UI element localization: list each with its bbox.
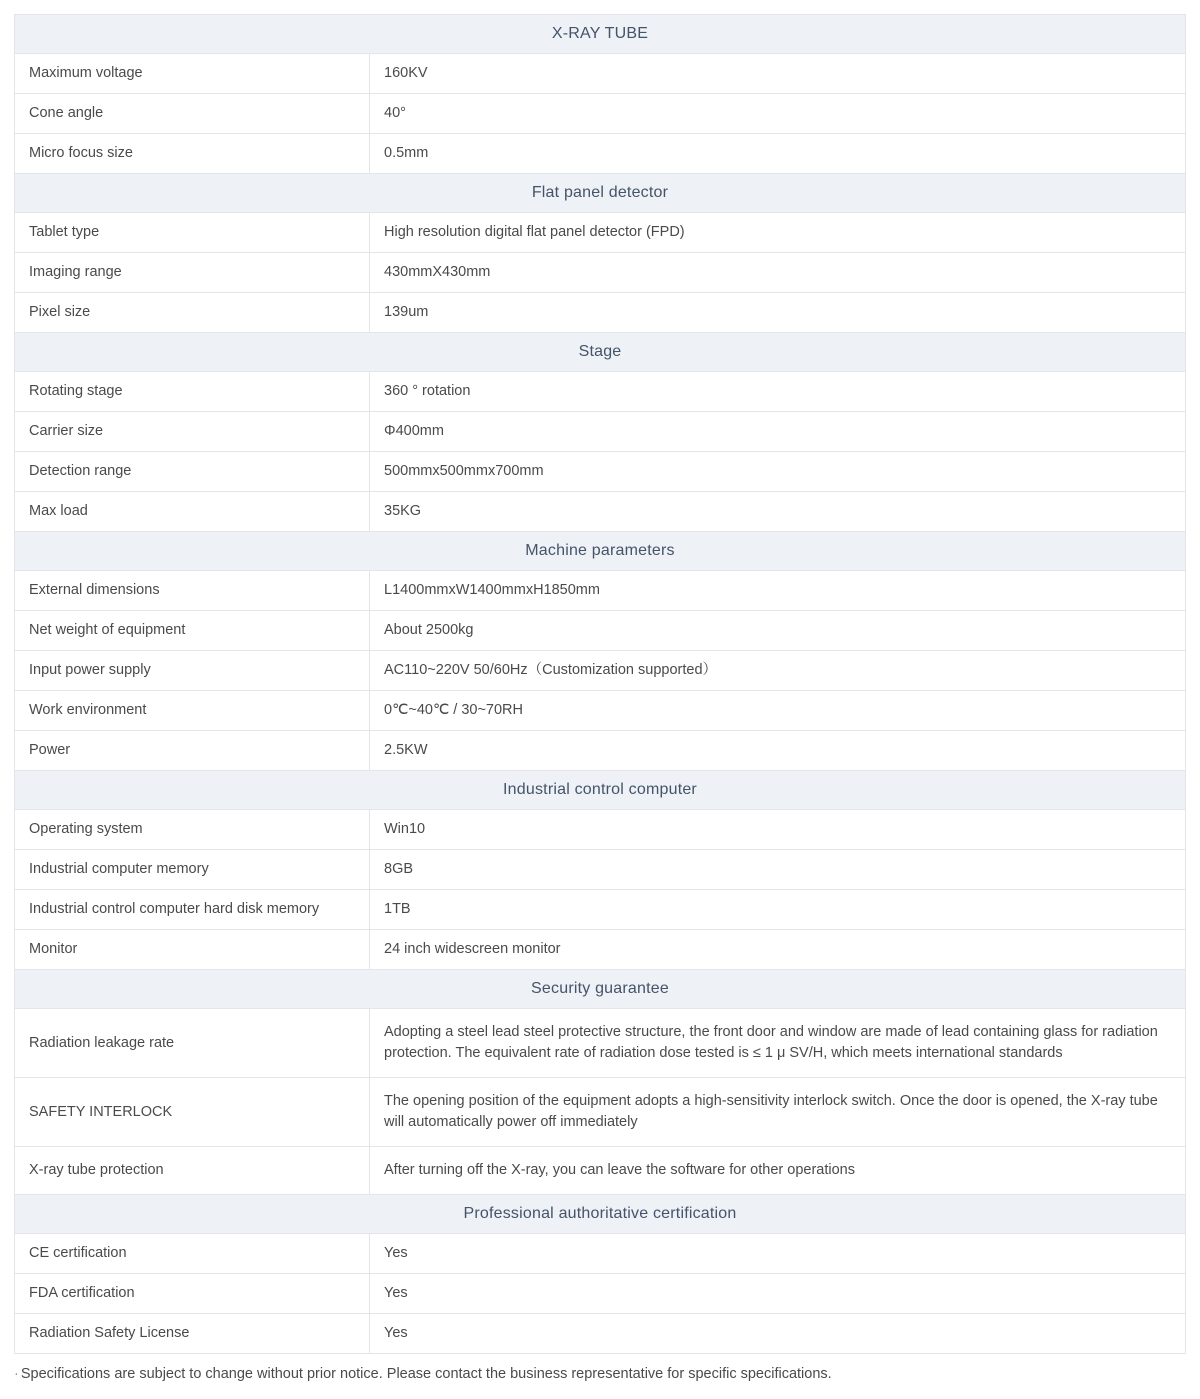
- section-title: Machine parameters: [15, 532, 1186, 571]
- spec-value: Yes: [370, 1274, 1186, 1314]
- section-title: Security guarantee: [15, 970, 1186, 1009]
- spec-label: Tablet type: [15, 213, 370, 253]
- section-title: Stage: [15, 333, 1186, 372]
- section-header-row: [15, 970, 1186, 1009]
- spec-value: 430mmX430mm: [370, 253, 1186, 293]
- spec-label: Input power supply: [15, 651, 370, 691]
- spec-value: L1400mmxW1400mmxH1850mm: [370, 571, 1186, 611]
- spec-value: The opening position of the equipment adopts a high-sensitivity interlock switch. Once the door is opened, the X-ray tube will automatically power off immediately: [370, 1078, 1186, 1147]
- spec-label: Industrial control computer hard disk memory: [15, 890, 370, 930]
- table-row: [15, 492, 1186, 532]
- spec-value: High resolution digital flat panel detector (FPD): [370, 213, 1186, 253]
- spec-label: Industrial computer memory: [15, 850, 370, 890]
- spec-label: Work environment: [15, 691, 370, 731]
- spec-value: 40°: [370, 94, 1186, 134]
- spec-label: Net weight of equipment: [15, 611, 370, 651]
- table-row: [15, 731, 1186, 771]
- spec-label: SAFETY INTERLOCK: [15, 1078, 370, 1147]
- spec-label: Maximum voltage: [15, 54, 370, 94]
- section-header-row: [15, 174, 1186, 213]
- table-row: [15, 134, 1186, 174]
- spec-value: 8GB: [370, 850, 1186, 890]
- footnote-text: Specifications are subject to change without prior notice. Please contact the business representative for specific specifications.: [20, 1366, 832, 1383]
- spec-value: Φ400mm: [370, 412, 1186, 452]
- spec-label: Cone angle: [15, 94, 370, 134]
- spec-value: Yes: [370, 1314, 1186, 1354]
- table-row: [15, 1078, 1186, 1147]
- table-row: [15, 1234, 1186, 1274]
- table-row: [15, 810, 1186, 850]
- spec-label: Radiation Safety License: [15, 1314, 370, 1354]
- footnote-bullet-icon: ·: [14, 1366, 19, 1383]
- table-row: [15, 293, 1186, 333]
- spec-value: 35KG: [370, 492, 1186, 532]
- table-row: [15, 890, 1186, 930]
- spec-value: 139um: [370, 293, 1186, 333]
- table-row: [15, 94, 1186, 134]
- section-header-row: [15, 532, 1186, 571]
- spec-label: Radiation leakage rate: [15, 1009, 370, 1078]
- table-row: [15, 1147, 1186, 1195]
- section-header-row: [15, 771, 1186, 810]
- spec-label: CE certification: [15, 1234, 370, 1274]
- table-row: [15, 1314, 1186, 1354]
- spec-label: Power: [15, 731, 370, 771]
- spec-value: 24 inch widescreen monitor: [370, 930, 1186, 970]
- spec-label: External dimensions: [15, 571, 370, 611]
- spec-label: Carrier size: [15, 412, 370, 452]
- spec-label: Micro focus size: [15, 134, 370, 174]
- table-row: [15, 651, 1186, 691]
- table-row: [15, 412, 1186, 452]
- footnote: [14, 1364, 1186, 1384]
- spec-value: 0℃~40℃ / 30~70RH: [370, 691, 1186, 731]
- spec-label: Detection range: [15, 452, 370, 492]
- spec-label: Operating system: [15, 810, 370, 850]
- section-title: Flat panel detector: [15, 174, 1186, 213]
- table-row: [15, 1009, 1186, 1078]
- table-row: [15, 930, 1186, 970]
- spec-value: 160KV: [370, 54, 1186, 94]
- table-row: [15, 54, 1186, 94]
- spec-label: Imaging range: [15, 253, 370, 293]
- table-row: [15, 850, 1186, 890]
- spec-value: Yes: [370, 1234, 1186, 1274]
- table-row: [15, 571, 1186, 611]
- table-row: [15, 253, 1186, 293]
- spec-value: Win10: [370, 810, 1186, 850]
- specifications-table-body: [15, 15, 1186, 1354]
- table-row: [15, 372, 1186, 412]
- spec-value: 2.5KW: [370, 731, 1186, 771]
- table-row: [15, 452, 1186, 492]
- spec-value: 1TB: [370, 890, 1186, 930]
- table-row: [15, 1274, 1186, 1314]
- table-row: [15, 691, 1186, 731]
- section-title: X-RAY TUBE: [15, 15, 1186, 54]
- table-row: [15, 213, 1186, 253]
- spec-label: X-ray tube protection: [15, 1147, 370, 1195]
- spec-value: 0.5mm: [370, 134, 1186, 174]
- section-header-row: [15, 15, 1186, 54]
- spec-value: After turning off the X-ray, you can leave the software for other operations: [370, 1147, 1186, 1195]
- spec-label: Rotating stage: [15, 372, 370, 412]
- spec-value: AC110~220V 50/60Hz（Customization supported）: [370, 651, 1186, 691]
- spec-value: About 2500kg: [370, 611, 1186, 651]
- spec-value: 500mmx500mmx700mm: [370, 452, 1186, 492]
- section-header-row: [15, 333, 1186, 372]
- section-title: Professional authoritative certification: [15, 1195, 1186, 1234]
- specifications-table: [14, 14, 1186, 1354]
- spec-value: Adopting a steel lead steel protective structure, the front door and window are made of lead containing glass for radiation protection. The equivalent rate of radiation dose tested is ≤ 1 μ SV/H, which meets international standards: [370, 1009, 1186, 1078]
- spec-label: Max load: [15, 492, 370, 532]
- spec-label: Pixel size: [15, 293, 370, 333]
- spec-label: Monitor: [15, 930, 370, 970]
- spec-label: FDA certification: [15, 1274, 370, 1314]
- spec-value: 360 ° rotation: [370, 372, 1186, 412]
- section-header-row: [15, 1195, 1186, 1234]
- section-title: Industrial control computer: [15, 771, 1186, 810]
- table-row: [15, 611, 1186, 651]
